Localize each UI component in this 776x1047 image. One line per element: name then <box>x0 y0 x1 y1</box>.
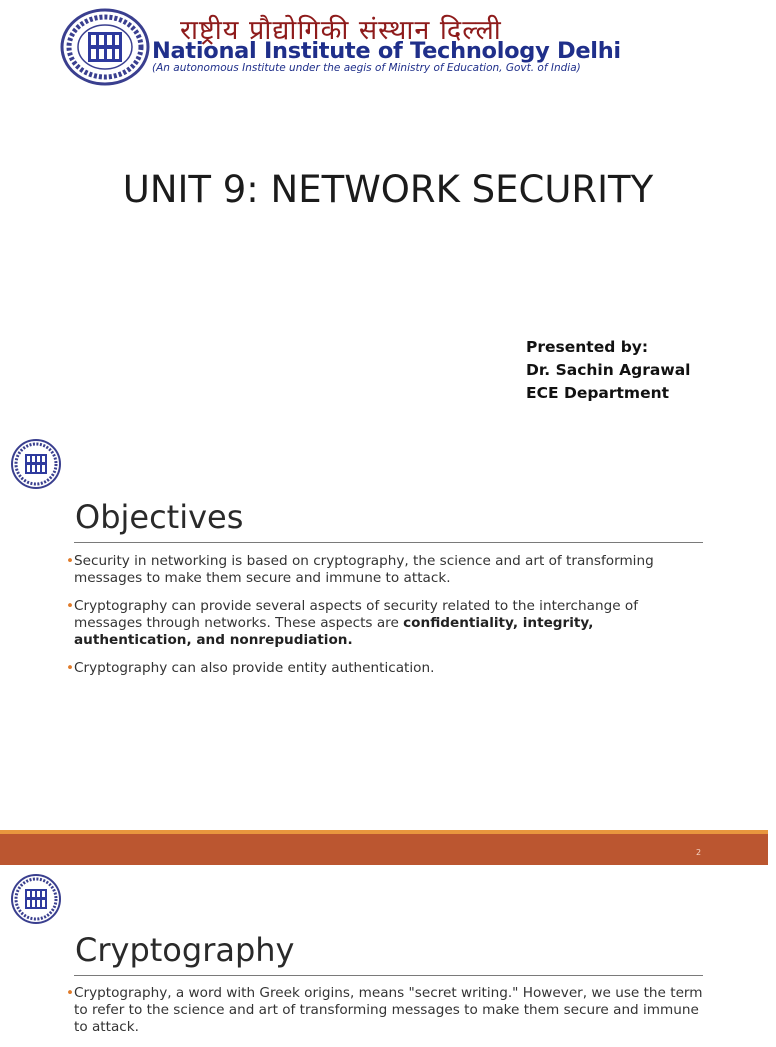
presenter-label: Presented by: <box>526 338 649 356</box>
slide-heading: Objectives <box>75 498 244 536</box>
presenter-block <box>526 336 690 405</box>
footer-bar <box>0 834 768 865</box>
list-item <box>66 660 706 677</box>
list-item <box>66 553 706 587</box>
institute-hindi-name: राष्ट्रीय प्रौद्योगिकी संस्थान दिल्ली <box>180 15 502 46</box>
bullet-bold-text: confidentiality, integrity, authentication, and nonrepudiation. <box>74 615 594 648</box>
cryptography-list <box>66 985 706 1047</box>
list-item <box>66 985 706 1036</box>
nit-delhi-logo-icon <box>10 438 62 490</box>
slide-title: UNIT 9: NETWORK SECURITY <box>122 168 654 211</box>
heading-rule <box>74 975 703 976</box>
list-item <box>66 598 706 649</box>
institute-subtitle: (An autonomous Institute under the aegis of Ministry of Education, Govt. of India) <box>152 62 581 74</box>
cryptography-slide <box>0 865 768 1035</box>
presenter-name: Dr. Sachin Agrawal <box>526 361 691 379</box>
objectives-slide <box>0 430 768 865</box>
presenter-department: ECE Department <box>526 384 670 402</box>
institute-name: National Institute of Technology Delhi <box>152 38 621 64</box>
title-slide <box>0 0 768 430</box>
slide-heading: Cryptography <box>75 931 295 969</box>
heading-rule <box>74 542 703 543</box>
objectives-list <box>66 553 706 688</box>
bullet-text: Cryptography, a word with Greek origins, means "secret writing." However, we use the term to refer to the science and art of transforming messages to make them secure and immune to attack. <box>74 985 703 1035</box>
page-number: 2 <box>696 848 702 857</box>
bullet-text: Cryptography can provide several aspects of security related to the interchange of messages through networks. These aspects are <box>74 598 639 631</box>
bullet-text: Cryptography can also provide entity authentication. <box>74 660 435 676</box>
nit-delhi-logo-icon <box>10 873 62 925</box>
bullet-text: Security in networking is based on cryptography, the science and art of transforming messages to make them secure and immune to attack. <box>74 553 654 586</box>
nit-delhi-logo-icon <box>60 8 150 86</box>
